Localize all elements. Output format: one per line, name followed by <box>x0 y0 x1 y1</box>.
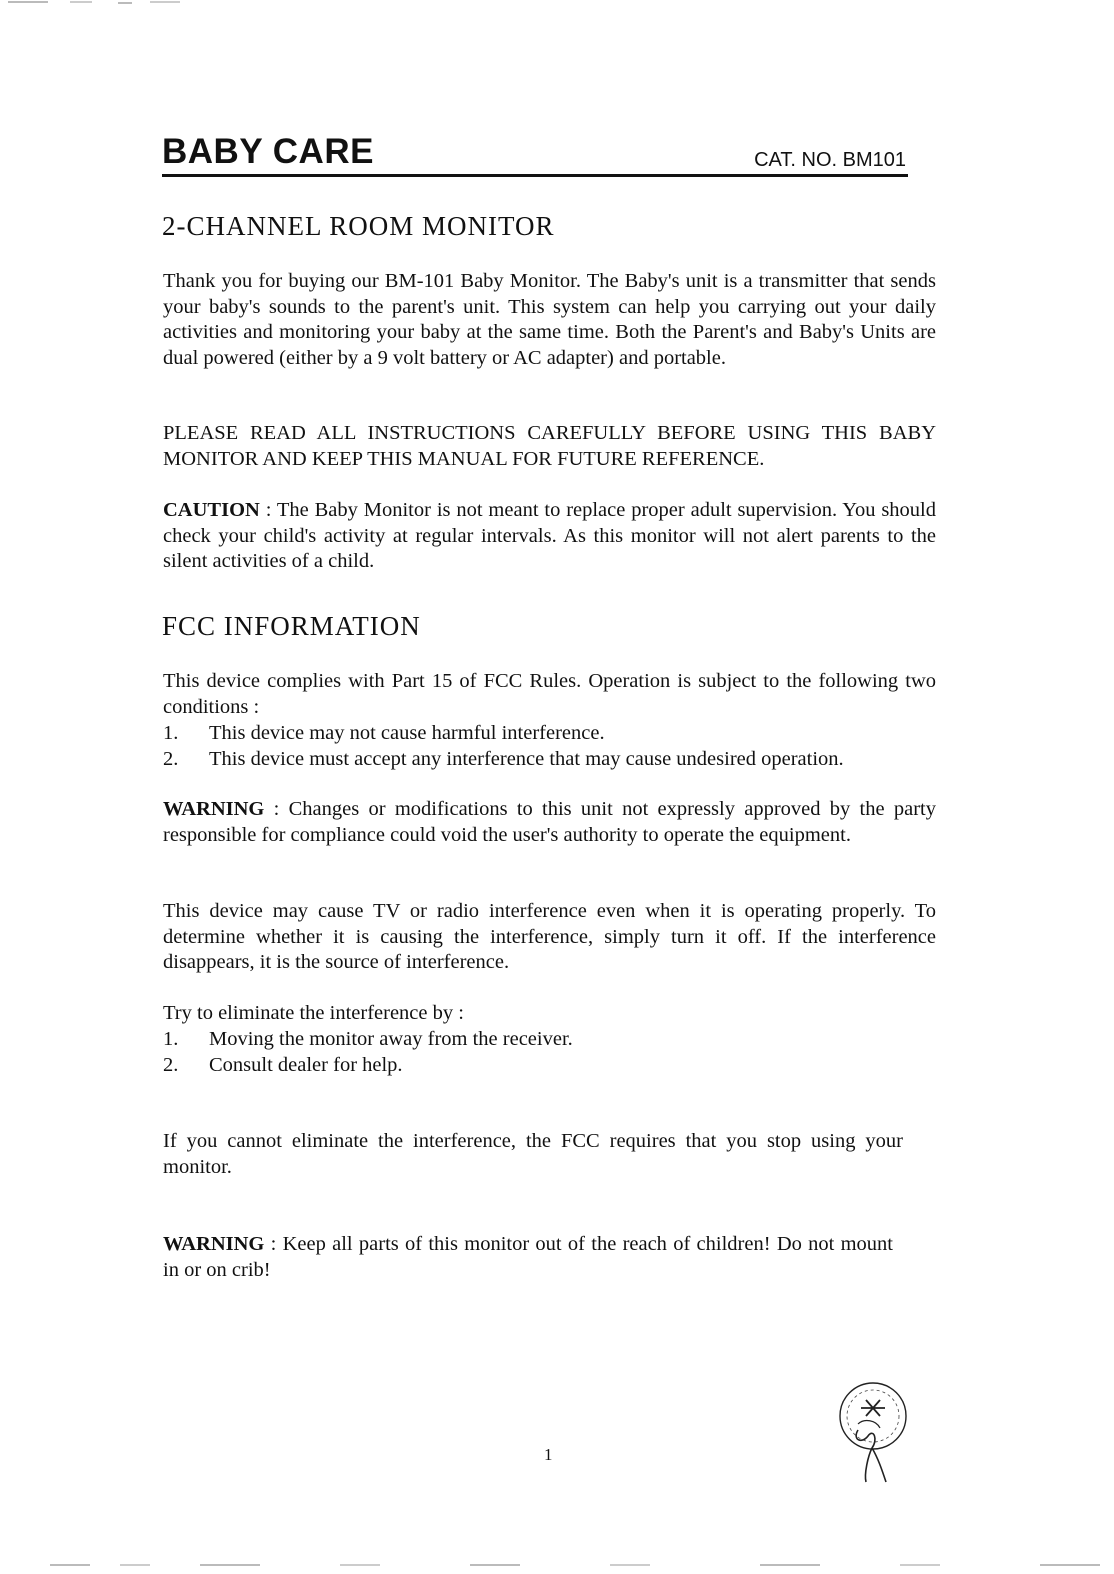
catalog-number: CAT. NO. BM101 <box>754 149 906 171</box>
warning-modifications <box>163 797 936 848</box>
list-item: 2. Consult dealer for help. <box>163 1054 403 1076</box>
caution-label: CAUTION <box>163 499 260 521</box>
caution-text: : The Baby Monitor is not meant to replace proper adult supervision. You should check your child's activity at regular intervals. As this monitor will not alert parents to the silent activities of a child. <box>163 499 936 572</box>
brand-title: BABY CARE <box>162 132 374 171</box>
list-item: 1. This device may not cause harmful interference. <box>163 722 605 744</box>
document-header <box>162 128 908 177</box>
warning-children <box>163 1232 893 1283</box>
list-item: 1. Moving the monitor away from the receiver. <box>163 1028 573 1050</box>
warning-text: : Keep all parts of this monitor out of the reach of children! Do not mount in or on crib! <box>163 1233 893 1281</box>
warning-label: WARNING <box>163 798 265 820</box>
caution-paragraph <box>163 498 936 575</box>
read-instructions-notice: PLEASE READ ALL INSTRUCTIONS CAREFULLY BEFORE USING THIS BABY MONITOR AND KEEP THIS MANUAL FOR FUTURE REFERENCE. <box>163 422 936 470</box>
list-item: 2. This device must accept any interference that may cause undesired operation. <box>163 748 844 770</box>
scan-artifact-top <box>0 0 1114 6</box>
intro-paragraph: Thank you for buying our BM-101 Baby Monitor. The Baby's unit is a transmitter that sends your baby's sounds to the parent's unit. This system can help you carrying out your daily activities and monitoring your baby at the same time. Both the Parent's and Baby's Units are dual powered (either by a 9 volt battery or AC adapter) and portable. <box>163 270 936 369</box>
fcc-intro: This device complies with Part 15 of FCC Rules. Operation is subject to the following two conditions : <box>163 670 936 718</box>
tv-interference-paragraph: This device may cause TV or radio interference even when it is operating properly. To determine whether it is causing the interference, simply turn it off. If the interference disappears, it is the source of interference. <box>163 900 936 973</box>
warning-text: : Changes or modifications to this unit not expressly approved by the party responsible for compliance could void the user's authority to operate the equipment. <box>163 798 936 846</box>
monitor-title: 2-CHANNEL ROOM MONITOR <box>162 211 555 241</box>
fcc-conditions-list <box>163 720 936 772</box>
cannot-eliminate-paragraph: If you cannot eliminate the interference, the FCC requires that you stop using your monitor. <box>163 1130 903 1178</box>
fcc-title: FCC INFORMATION <box>162 611 421 641</box>
scan-artifact-bottom <box>0 1562 1114 1568</box>
try-eliminate-text: Try to eliminate the interference by : <box>163 1002 464 1024</box>
approval-stamp-icon <box>828 1378 918 1488</box>
eliminate-steps-list <box>163 1026 936 1078</box>
warning-label: WARNING <box>163 1233 265 1255</box>
page-number: 1 <box>544 1445 553 1464</box>
